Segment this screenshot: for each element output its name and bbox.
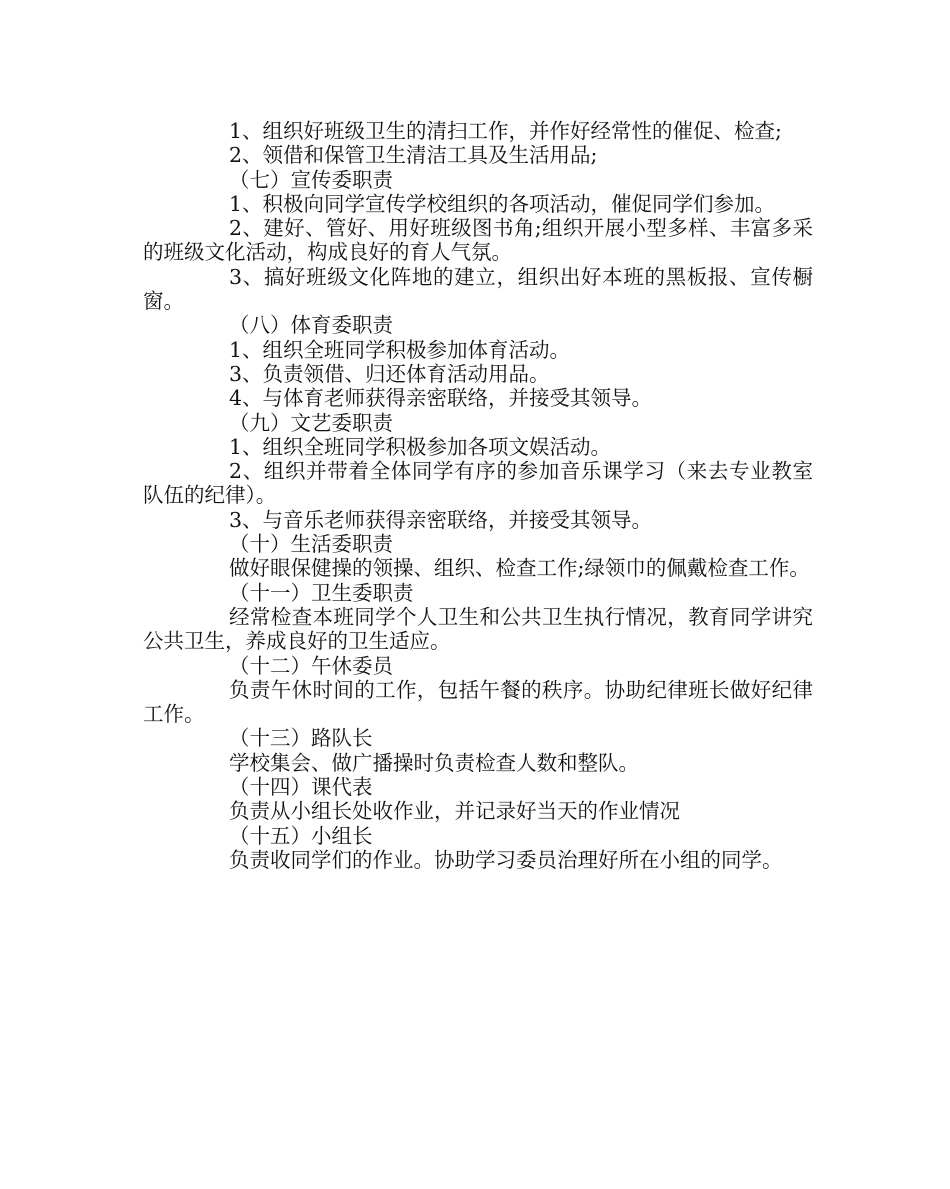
section-heading: （七）宣传委职责: [229, 167, 393, 192]
document-body: [143, 119, 813, 872]
paragraph: 1、组织好班级卫生的清扫工作，并作好经常性的催促、检查;: [229, 119, 782, 143]
paragraph: 2、建好、管好、用好班级图书角;组织开展小型多样、丰富多采的班级文化活动，构成良好的育人气氛。: [143, 216, 813, 265]
section-heading: （八）体育委职责: [229, 313, 393, 338]
paragraph: 3、负责领借、归还体育活动用品。: [229, 361, 550, 386]
paragraph: 3、与音乐老师获得亲密联络，并接受其领导。: [229, 507, 653, 532]
paragraph: 2、领借和保管卫生清洁工具及生活用品;: [229, 143, 598, 168]
paragraph: 1、组织全班同学积极参加各项文娱活动。: [229, 434, 612, 459]
paragraph: 2、组织并带着全体同学有序的参加音乐课学习（来去专业教室队伍的纪律）。: [143, 459, 813, 508]
section-heading: （十三）路队长: [229, 726, 373, 751]
paragraph: 负责从小组长处收作业，并记录好当天的作业情况: [229, 799, 680, 824]
section-heading: （十二）午休委员: [229, 653, 393, 678]
paragraph: 负责午休时间的工作，包括午餐的秩序。协助纪律班长做好纪律工作。: [143, 677, 813, 727]
paragraph: 学校集会、做广播操时负责检查人数和整队。: [229, 750, 639, 775]
paragraph: 经常检查本班同学个人卫生和公共卫生执行情况，教育同学讲究公共卫生，养成良好的卫生适应。: [143, 604, 813, 654]
paragraph: 负责收同学们的作业。协助学习委员治理好所在小组的同学。: [229, 847, 783, 872]
paragraph: 1、积极向同学宣传学校组织的各项活动，催促同学们参加。: [229, 191, 776, 216]
paragraph: 1、组织全班同学积极参加体育活动。: [229, 337, 571, 362]
section-heading: （十五）小组长: [229, 823, 373, 848]
paragraph: 3、搞好班级文化阵地的建立，组织出好本班的黑板报、宣传橱窗。: [143, 264, 813, 314]
section-heading: （十一）卫生委职责: [229, 580, 414, 605]
paragraph: 4、与体育老师获得亲密联络，并接受其领导。: [229, 386, 653, 411]
section-heading: （十四）课代表: [229, 775, 373, 800]
section-heading: （十）生活委职责: [229, 532, 393, 557]
paragraph: 做好眼保健操的领操、组织、检查工作;绿领巾的佩戴检查工作。: [229, 556, 810, 581]
section-heading: （九）文艺委职责: [229, 410, 393, 435]
